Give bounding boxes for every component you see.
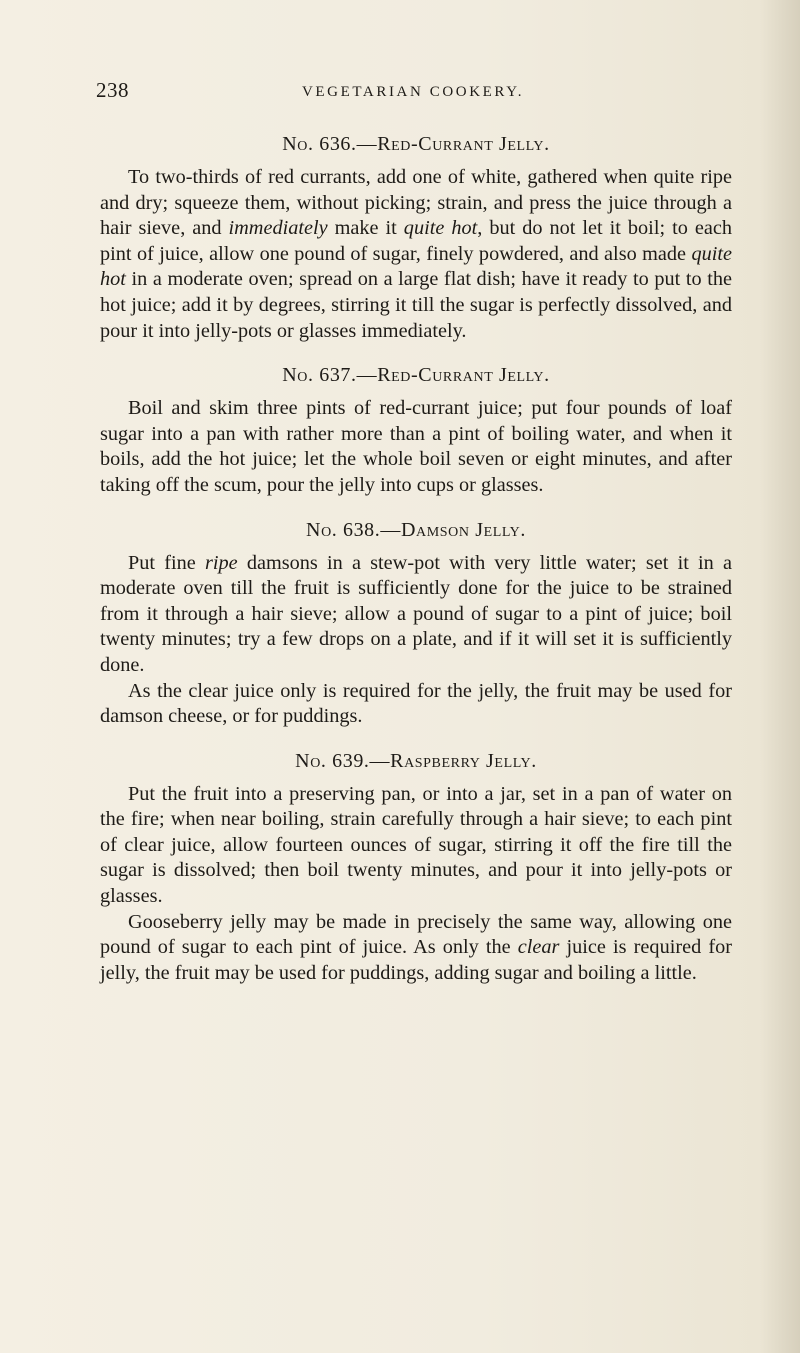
recipe-title: No. 638.—Damson Jelly. <box>306 518 526 541</box>
recipe-paragraph <box>100 782 732 910</box>
paragraph-text: To two-thirds of red currants, add one of white, gathered when quite ripe and dry; squeeze them, without picking; strain, and press the juice through a hair sieve, and <box>100 166 732 240</box>
italic-text: ripe <box>204 551 238 574</box>
recipe <box>100 133 732 344</box>
recipe-paragraph <box>100 551 732 679</box>
recipe-paragraph <box>100 396 732 498</box>
recipe <box>100 519 732 730</box>
recipe-paragraph <box>100 165 732 344</box>
recipe <box>100 364 732 498</box>
page-header <box>96 78 730 108</box>
italic-text: clear <box>517 936 560 959</box>
recipe <box>100 750 732 987</box>
italic-text: quite hot <box>100 242 732 291</box>
recipe-title: No. 636.—Red-Currant Jelly. <box>282 133 550 155</box>
paragraph-text: As the clear juice only is required for the jelly, the fruit may be used for damson cheese, or for puddings. <box>100 679 732 728</box>
paragraph-text: damsons in a stew-pot with very little water; set it in a moderate oven till the fruit is sufficiently done for the juice to be strained from it through a hair sieve; allow a pound of sugar to a pint of juice; boil twenty minutes; try a few drops on a plate, and if it will set it is sufficiently done. <box>100 551 732 676</box>
paragraph-text: make it <box>327 217 404 240</box>
paragraph-text: in a moderate oven; spread on a large flat dish; have it ready to put to the hot juice; add it by degrees, stirring it till the sugar is perfectly dissolved, and pour it into jelly-pots or glasses immediately. <box>100 268 732 342</box>
italic-text: immediately <box>228 217 328 240</box>
recipe-title: No. 639.—Raspberry Jelly. <box>295 749 537 772</box>
paragraph-text: Gooseberry jelly may be made in precisely the same way, allowing one pound of sugar to each pint of juice. As only the <box>100 910 732 959</box>
recipe-list <box>100 133 732 1006</box>
italic-text: quite hot <box>403 217 478 240</box>
recipe-title: No. 637.—Red-Currant Jelly. <box>282 364 550 387</box>
page-number: 238 <box>96 78 129 102</box>
paragraph-text: , but do not let it boil; to each pint of juice, allow one pound of sugar, finely powdered, and also made <box>100 217 732 265</box>
paragraph-text: juice is required for jelly, the fruit may be used for puddings, adding sugar and boiling a little. <box>100 936 732 984</box>
paragraph-text: Boil and skim three pints of red-currant juice; put four pounds of loaf sugar into a pan with rather more than a pint of boiling water, and when it boils, add the hot juice; let the whole boil seven or eight minutes, and after taking off the scum, pour the jelly into cups or glasses. <box>100 397 732 496</box>
recipe-paragraph <box>100 910 732 987</box>
running-head: VEGETARIAN COOKERY. <box>301 84 525 100</box>
paragraph-text: Put the fruit into a preserving pan, or into a jar, set in a pan of water on the fire; when near boiling, strain carefully through a hair sieve; to each pint of clear juice, allow fourteen ounces of sugar, stirring it off the fire till the sugar is dissolved; then boil twenty minutes, and pour it into jelly-pots or glasses. <box>100 782 732 908</box>
recipe-paragraph <box>100 679 732 730</box>
paragraph-text: Put fine <box>128 551 205 574</box>
